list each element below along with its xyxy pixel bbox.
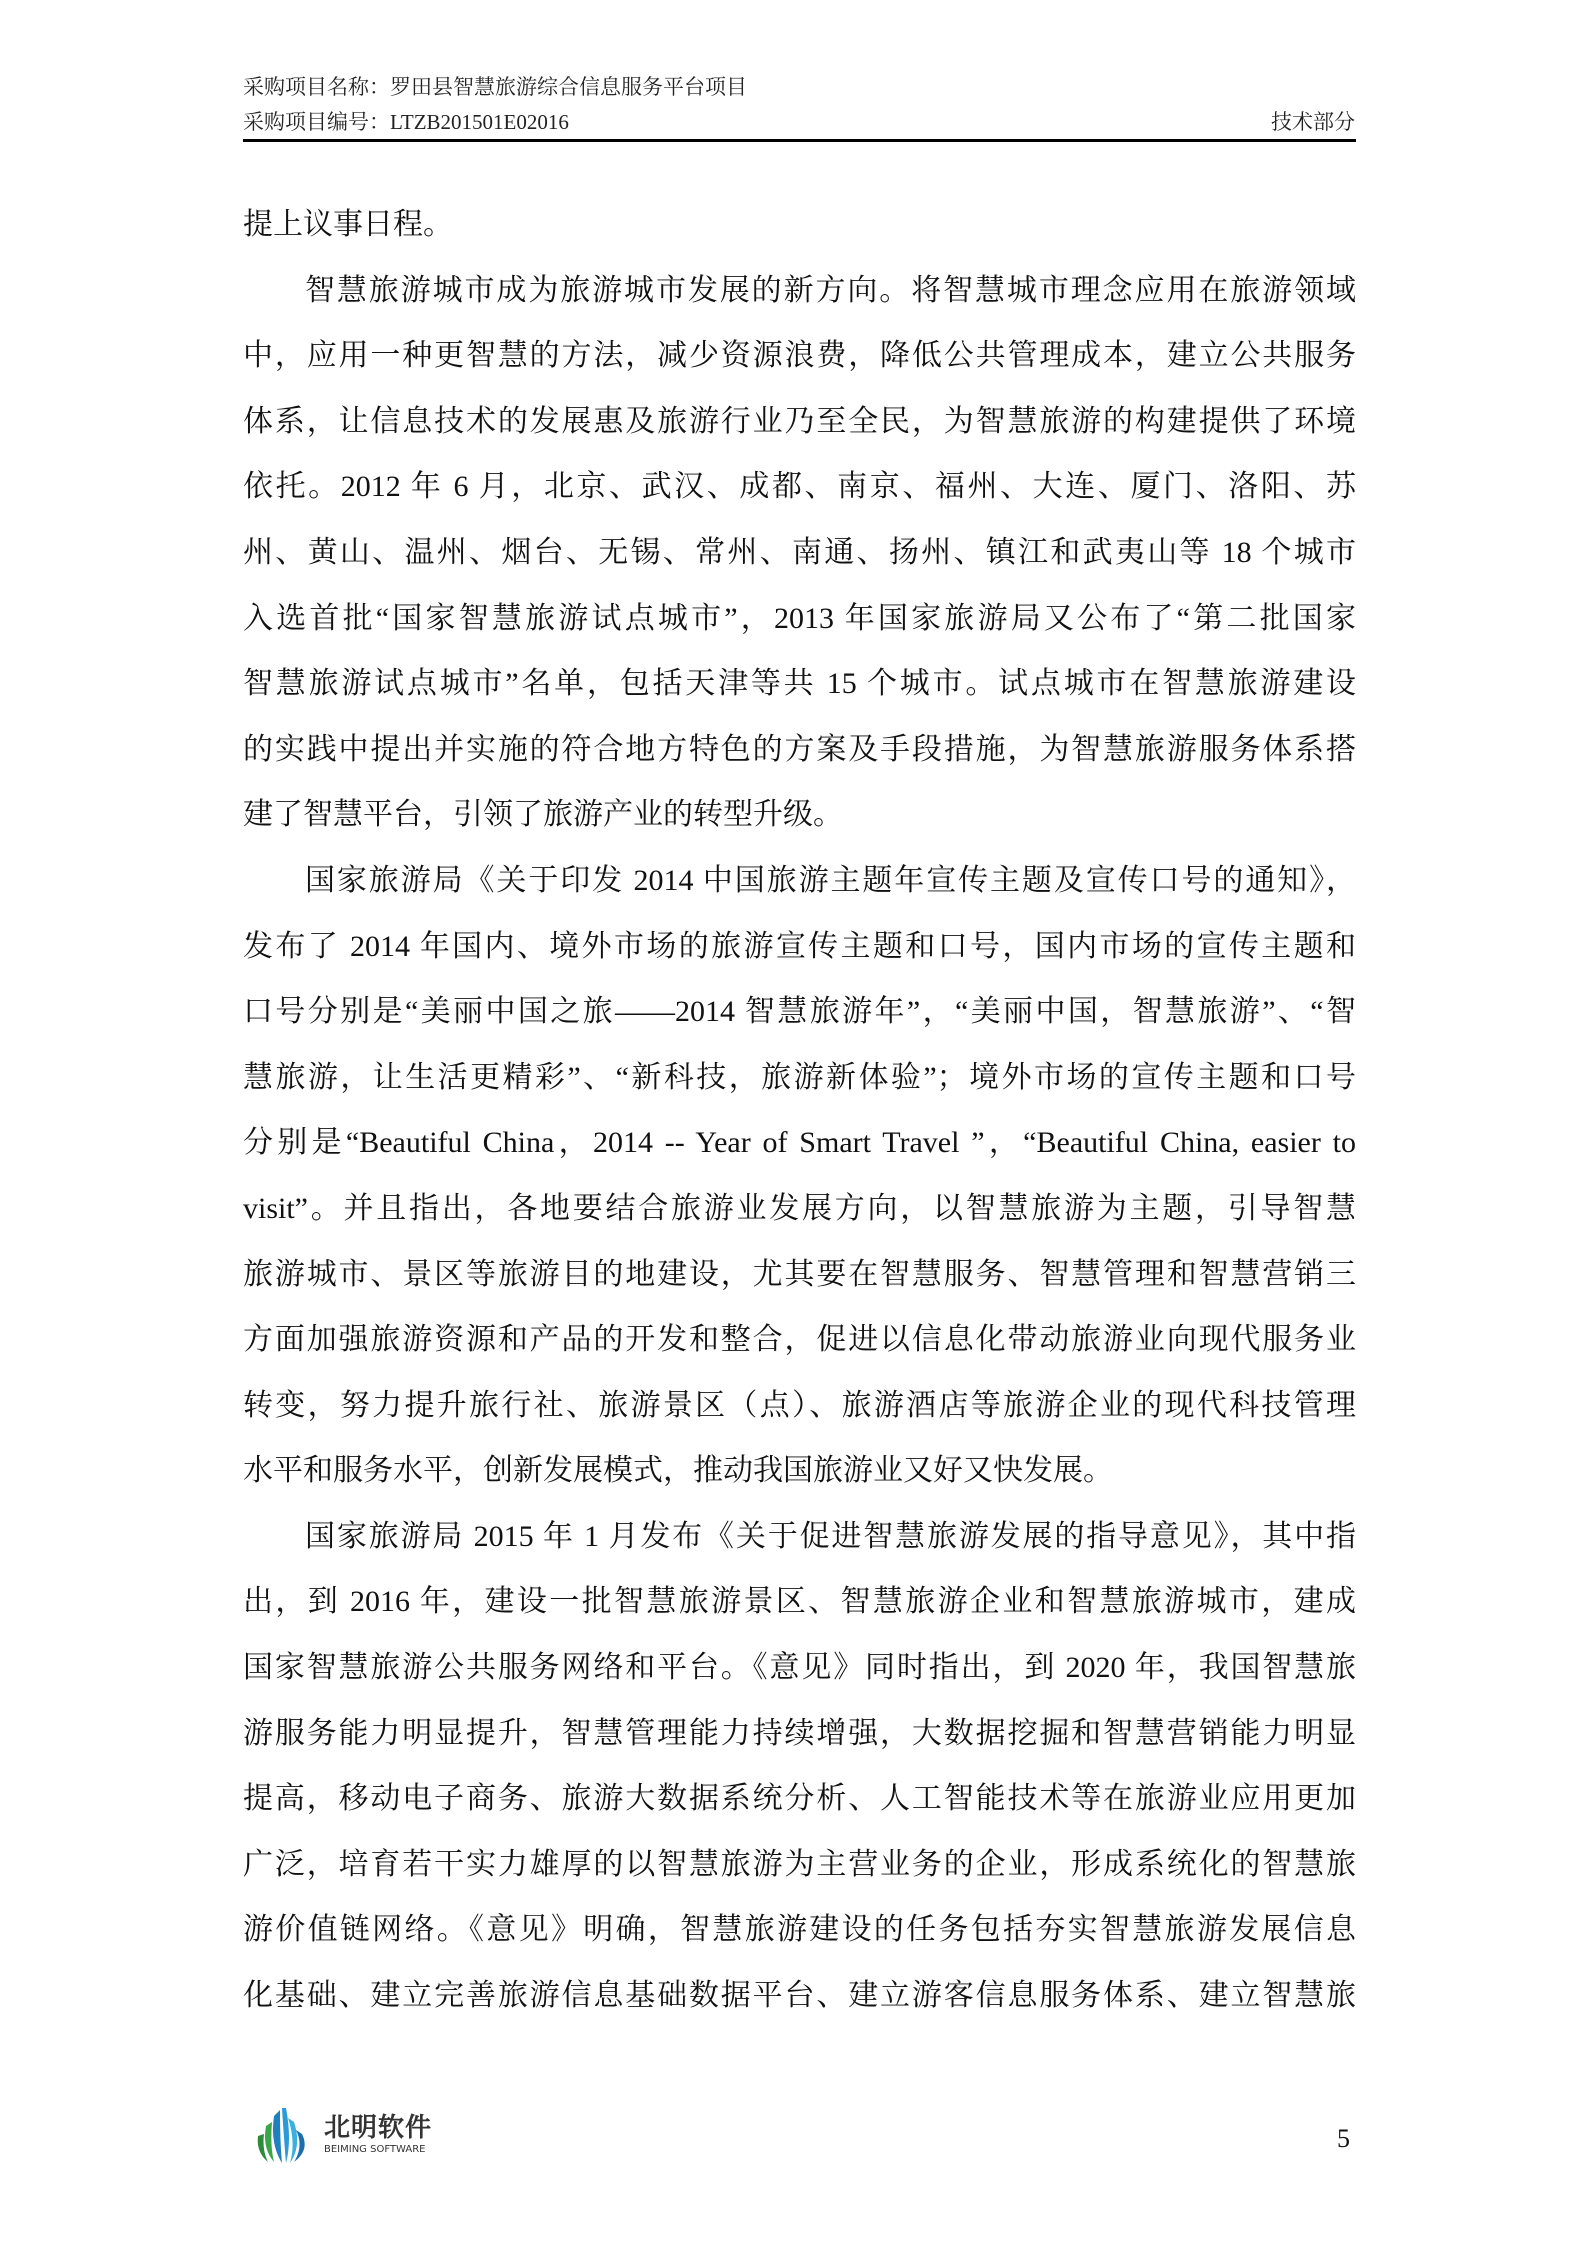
text-line: 游服务能力明显提升，智慧管理能力持续增强，大数据挖掘和智慧营销能力明显	[243, 1716, 1356, 1750]
logo-leaf-icon	[252, 2106, 314, 2164]
header-project-number: 采购项目编号：LTZB201501E02016	[243, 110, 569, 134]
text-line: 智慧旅游城市成为旅游城市发展的新方向。将智慧城市理念应用在旅游领域	[305, 273, 1356, 307]
text-line: 体系，让信息技术的发展惠及旅游行业乃至全民，为智慧旅游的构建提供了环境	[243, 404, 1356, 438]
text-line: 提高，移动电子商务、旅游大数据系统分析、人工智能技术等在旅游业应用更加	[243, 1782, 1356, 1816]
text-line: 国家旅游局 2015 年 1 月发布《关于促进智慧旅游发展的指导意见》，其中指	[305, 1519, 1356, 1553]
text-line: 出，到 2016 年，建设一批智慧旅游景区、智慧旅游企业和智慧旅游城市，建成	[243, 1585, 1356, 1619]
text-line: 依托。2012 年 6 月，北京、武汉、成都、南京、福州、大连、厦门、洛阳、苏	[243, 470, 1356, 504]
text-line: 转变，努力提升旅行社、旅游景区（点）、旅游酒店等旅游企业的现代科技管理	[243, 1388, 1356, 1422]
header-project-name: 采购项目名称：罗田县智慧旅游综合信息服务平台项目	[243, 75, 747, 99]
text-line: 中，应用一种更智慧的方法，减少资源浪费，降低公共管理成本，建立公共服务	[243, 339, 1356, 373]
company-logo	[252, 2106, 432, 2164]
text-line: 旅游城市、景区等旅游目的地建设，尤其要在智慧服务、智慧管理和智慧营销三	[243, 1257, 1356, 1291]
logo-name-cn: 北明软件	[324, 2113, 433, 2143]
logo-name-en: BEIMING SOFTWARE	[324, 2144, 426, 2155]
text-line: 国家智慧旅游公共服务网络和平台。《意见》同时指出，到 2020 年，我国智慧旅	[243, 1651, 1356, 1685]
paragraph	[243, 848, 1356, 1504]
text-line: 发布了 2014 年国内、境外市场的旅游宣传主题和口号，国内市场的宣传主题和	[243, 929, 1356, 963]
text-line: 水平和服务水平，创新发展模式，推动我国旅游业又好又快发展。	[243, 1454, 1113, 1488]
header-row	[243, 107, 1355, 137]
text-line: 国家旅游局《关于印发 2014 中国旅游主题年宣传主题及宣传口号的通知》，	[305, 863, 1356, 897]
text-line: 建了智慧平台，引领了旅游产业的转型升级。	[243, 798, 843, 832]
text-line: 州、黄山、温州、烟台、无锡、常州、南通、扬州、镇江和武夷山等 18 个城市	[243, 535, 1356, 569]
text-line: 提上议事日程。	[243, 208, 453, 241]
text-line: 口号分别是“美丽中国之旅——2014 智慧旅游年”，“美丽中国，智慧旅游”、“智	[243, 995, 1356, 1029]
text-line: 慧旅游，让生活更精彩”、“新科技，旅游新体验”；境外市场的宣传主题和口号	[243, 1060, 1356, 1094]
header-rule	[243, 139, 1356, 142]
text-line: 智慧旅游试点城市”名单，包括天津等共 15 个城市。试点城市在智慧旅游建设	[243, 667, 1356, 701]
paragraph	[243, 1504, 1356, 2029]
paragraph	[243, 192, 1356, 258]
document-body	[243, 192, 1356, 2029]
text-line: 入选首批“国家智慧旅游试点城市”，2013 年国家旅游局又公布了“第二批国家	[243, 601, 1356, 635]
page-number: 5	[1337, 2124, 1350, 2153]
paragraph	[243, 258, 1356, 848]
text-line: 化基础、建立完善旅游信息基础数据平台、建立游客信息服务体系、建立智慧旅	[243, 1979, 1356, 2013]
text-line: 游价值链网络。《意见》明确，智慧旅游建设的任务包括夯实智慧旅游发展信息	[243, 1913, 1356, 1947]
text-line: 分别是“Beautiful China，2014 -- Year of Smart Travel ”，“Beautiful China, easier to	[243, 1126, 1356, 1160]
text-line: visit”。并且指出，各地要结合旅游业发展方向，以智慧旅游为主题，引导智慧	[243, 1191, 1356, 1225]
text-line: 广泛，培育若干实力雄厚的以智慧旅游为主营业务的企业，形成系统化的智慧旅	[243, 1847, 1356, 1881]
header-section: 技术部分	[1271, 110, 1355, 134]
text-line: 的实践中提出并实施的符合地方特色的方案及手段措施，为智慧旅游服务体系搭	[243, 732, 1356, 766]
text-line: 方面加强旅游资源和产品的开发和整合，促进以信息化带动旅游业向现代服务业	[243, 1323, 1356, 1357]
